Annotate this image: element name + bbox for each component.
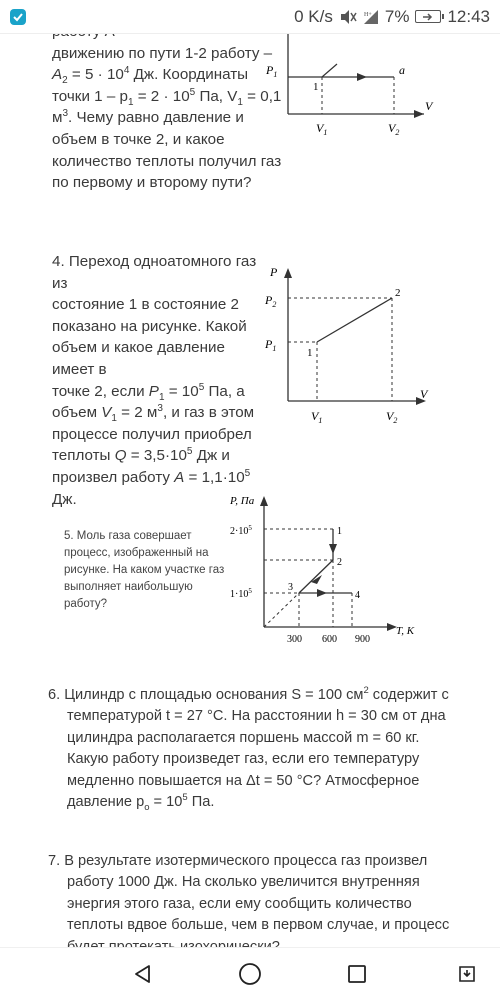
problem6-line: давление $p_o = 10^5$ Па. <box>67 792 215 813</box>
problem7-line: 7. В результате изотермического процесса газ произвел <box>48 853 428 869</box>
problem5-line: 5. Моль газа совершает <box>64 530 192 542</box>
signal-icon <box>363 9 379 25</box>
problem4-text <box>52 251 267 510</box>
v1-label: $V_1$ <box>311 409 323 425</box>
problem5-graph <box>224 492 424 652</box>
point-2-label: 2 <box>395 287 401 299</box>
problem7-line: работу 1000 Дж. На сколько увеличится внутренняя <box>67 874 420 891</box>
status-indicators <box>294 7 490 27</box>
problem4-line: теплоты $Q = 3,5\cdot 10^5$ Дж и <box>52 446 230 465</box>
p1-label: $P_1$ <box>265 337 277 353</box>
problem7-line: теплоты вдвое больше, чем в первом случае, и процесс <box>67 917 450 934</box>
notification-icon <box>456 963 478 985</box>
svg-text:H+: H+ <box>363 11 372 18</box>
problem3-line: по первому и второму пути? <box>52 174 252 192</box>
home-button[interactable] <box>235 959 265 989</box>
point-a-label: a <box>399 63 405 77</box>
problem4-graph <box>262 264 440 456</box>
problem6-line: медленно повышается на Δt = 50 °C? Атмосферное <box>67 772 420 789</box>
x-tick-600: 600 <box>322 634 337 645</box>
problem6-line: цилиндра располагается поршень массой m = 60 кг. <box>67 729 420 746</box>
problem5-line: работу? <box>64 598 108 610</box>
battery-percent: 7% <box>384 6 410 26</box>
v-axis-label: V <box>420 387 428 401</box>
mute-icon <box>339 9 357 25</box>
problem6-line: температурой t = 27 °C. На расстоянии h = 30 см от дна <box>67 708 446 725</box>
point-1-label: 1 <box>313 81 319 93</box>
p-axis-label: P <box>270 265 278 279</box>
problem7-text <box>48 851 488 958</box>
v2-label: $V_2$ <box>386 409 398 425</box>
point-1-label: 1 <box>337 526 342 537</box>
problem4-line: процессе получил приобрел <box>52 425 252 443</box>
recents-icon <box>346 963 368 985</box>
clock: 12:43 <box>447 6 490 26</box>
problem4-line: 4. Переход одноатомного газ из <box>52 253 257 292</box>
t-axis-label: T, К <box>396 625 415 637</box>
problem4-line: показано на рисунке. Какой <box>52 317 247 335</box>
p-axis-label: P, Па <box>230 495 255 507</box>
problem5-text <box>64 528 234 613</box>
point-2-label: 2 <box>337 557 342 568</box>
home-icon <box>238 962 262 986</box>
problem3-line: $A_2 = 5 \cdot 10^4$ Дж. Координаты <box>52 65 249 87</box>
point-4-label: 4 <box>355 590 360 601</box>
document-content <box>0 34 500 947</box>
point-1-label: 1 <box>307 347 313 359</box>
x-tick-900: 900 <box>355 634 370 645</box>
back-icon <box>132 963 154 985</box>
problem3-line: $м^3$. Чему равно давление и <box>52 108 244 127</box>
problem3-graph <box>262 24 440 144</box>
net-speed: 0 K/s <box>294 6 333 26</box>
problem4-line: состояние 1 в состояние 2 <box>52 296 239 314</box>
problem5-line: рисунке. На каком участке газ <box>64 564 225 576</box>
point-3-label: 3 <box>288 582 293 593</box>
problem6-line: Какую работу произведет газ, если его температуру <box>67 751 420 768</box>
problem3-text <box>52 21 287 194</box>
notification-button[interactable] <box>452 959 482 989</box>
problem3-line: количество теплоты получил газ <box>52 152 282 170</box>
battery-icon <box>415 10 441 23</box>
p2-label: $P_2$ <box>265 293 277 309</box>
problem4-line: произвел работу $A = 1,1\cdot 10^5$ Дж. <box>52 467 251 508</box>
problem7-line: энергия этого газа, если ему сообщить количество <box>67 895 412 912</box>
problem5-line: процесс, изображенный на <box>64 547 209 559</box>
problem4-line: точке 2, если $P_1 = 10^5$ Па, а <box>52 381 245 403</box>
back-button[interactable] <box>128 959 158 989</box>
status-bar <box>0 0 500 34</box>
problem6-text <box>48 685 488 813</box>
problem3-line: точки $1 - p_1 = 2 \cdot 10^5$ Па, $V_1 = 0,1$ <box>52 86 282 108</box>
recents-button[interactable] <box>342 959 372 989</box>
v-axis-label: V <box>425 99 433 113</box>
problem3-line: движению по пути 1-2 работу – <box>52 44 273 62</box>
y-tick-1e5: $1\cdot 10^5$ <box>230 587 252 600</box>
app-icon <box>10 9 26 25</box>
problem3-line: объем в точке 2, и какое <box>52 130 225 148</box>
v1-label: $V_1$ <box>316 121 328 137</box>
problem5-line: выполняет наибольшую <box>64 581 193 593</box>
v2-label: $V_2$ <box>388 121 400 137</box>
problem4-line: объем и какое давление имеет в <box>52 339 225 378</box>
y-tick-2e5: $2\cdot 10^5$ <box>230 524 252 537</box>
x-tick-300: 300 <box>287 634 302 645</box>
problem6-line: 6. Цилиндр с площадью основания S = 100 $см^2$ содержит с <box>48 685 449 703</box>
p1-label: $P_1$ <box>266 63 278 79</box>
navigation-bar <box>0 947 500 999</box>
problem4-line: объем $V_1 = 2$ $м^3$, и газ в этом <box>52 403 255 425</box>
